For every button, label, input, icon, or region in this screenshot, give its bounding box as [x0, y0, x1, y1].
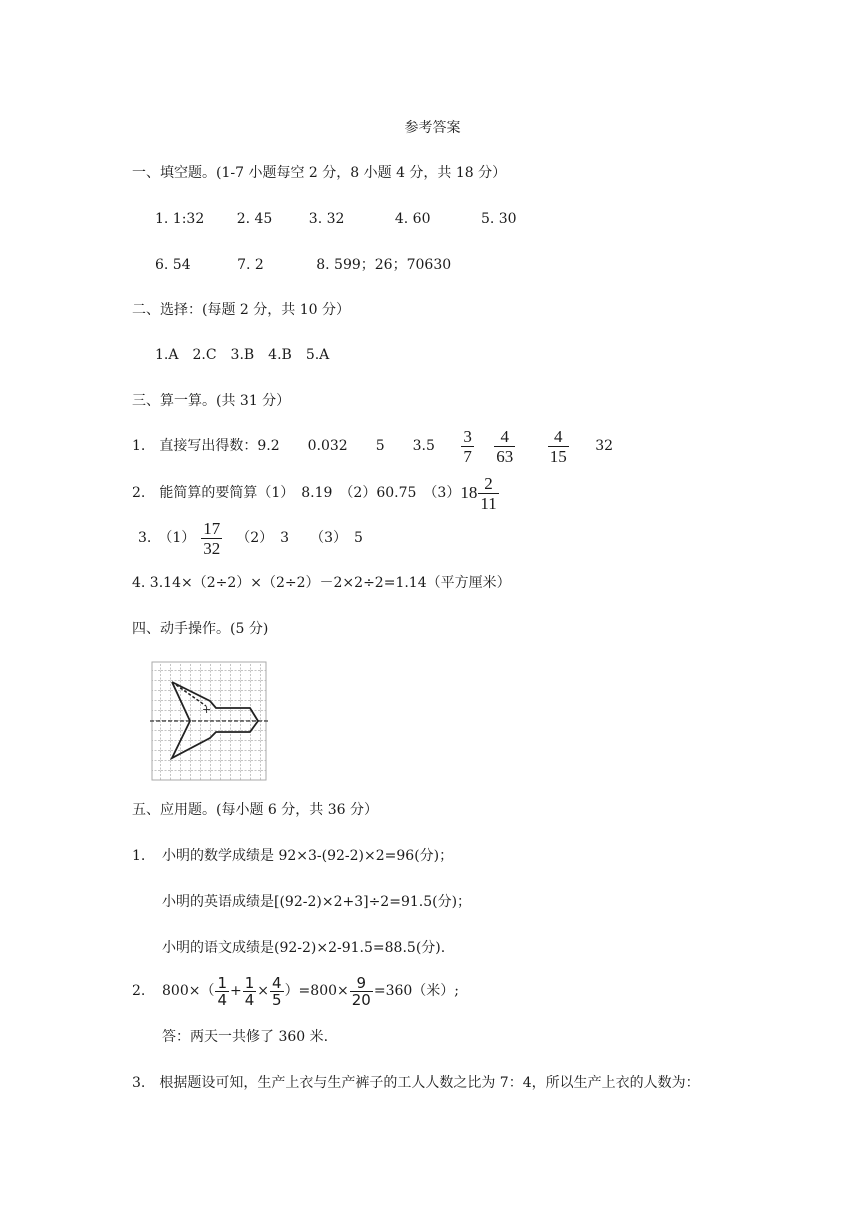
section-2-answers: 1.A 2.C 3.B 4.B 5.A: [155, 347, 330, 363]
q5-2-answer: 答：两天一共修了 360 米.: [162, 1029, 329, 1045]
fraction: $\frac{17}{32}$: [203, 518, 221, 558]
section-3-q2: [132, 472, 505, 514]
section-4-heading: 四、动手操作。(5 分): [132, 621, 269, 637]
fraction: $\frac{2}{11}$: [480, 473, 497, 513]
page-title: 参考答案: [404, 120, 461, 136]
q1-last: 32: [595, 438, 614, 454]
answer-4: 4. 60: [394, 211, 431, 227]
section-1-row-1: [155, 209, 517, 229]
fraction: $\frac{4}{15}$: [549, 426, 567, 466]
q5-1-number: 1.: [132, 848, 146, 864]
q5-2-part-a: 800×（: [162, 983, 215, 999]
answer-2: 2. 45: [236, 211, 273, 227]
section-3-heading: 三、算一算。(共 31 分）: [132, 393, 291, 409]
q2-prefix: 2. 能简算的要简算（1） 8.19 （2）60.75 （3）: [132, 485, 461, 501]
fraction: $\frac{1}{4}$: [217, 973, 227, 1009]
section-3-q1: [132, 425, 613, 467]
q3-prefix: 3. （1）: [138, 530, 196, 546]
q5-3-text: 3. 根据题设可知，生产上衣与生产裤子的工人人数之比为 7：4，所以生产上衣的人数为：: [132, 1075, 700, 1091]
q5-1-line-2: 小明的英语成绩是[(92-2)×2+3]÷2=91.5(分)；: [162, 894, 472, 910]
answer-8: 8. 599；26；70630: [316, 257, 452, 273]
mixed-number-int: 18: [460, 483, 478, 502]
symmetric-figure: [150, 660, 270, 784]
q5-2-expression: [162, 970, 459, 1012]
q5-2-part-b: ）=800×: [284, 983, 349, 999]
fraction: $\frac{4}{63}$: [496, 426, 514, 466]
section-3-q3: [138, 517, 363, 559]
answer-3: 3. 32: [308, 211, 345, 227]
fraction: $\frac{3}{7}$: [463, 426, 472, 466]
q5-1-line-3: 小明的语文成绩是(92-2)×2-91.5=88.5(分).: [162, 940, 446, 956]
section-1-heading: 一、填空题。(1-7 小题每空 2 分，8 小题 4 分，共 18 分）: [132, 165, 507, 181]
answer-1: 1. 1:32: [155, 211, 205, 227]
plus-sign: +: [230, 983, 242, 999]
answer-5: 5. 30: [480, 211, 517, 227]
section-5-heading: 五、应用题。(每小题 6 分，共 36 分）: [132, 802, 378, 818]
fraction: $\frac{1}{4}$: [244, 973, 255, 1009]
figure-grid: [150, 660, 270, 784]
q5-1-line-1: 小明的数学成绩是 92×3-(92-2)×2=96(分)；: [162, 848, 454, 864]
q1-prefix: 1. 直接写出得数：9.2 0.032 5 3.5: [132, 438, 435, 454]
section-3-q4: 4. 3.14×（2÷2）×（2÷2）－2×2÷2=1.14（平方厘米）: [132, 575, 511, 591]
fraction: $\frac{9}{20}$: [351, 973, 371, 1009]
answer-6: 6. 54: [155, 257, 191, 273]
section-2-heading: 二、选择：(每题 2 分，共 10 分）: [132, 302, 350, 318]
times-sign: ×: [257, 983, 270, 999]
q3-rest: （2） 3 （3） 5: [236, 530, 363, 546]
section-1-row-2: [155, 255, 451, 275]
q5-2-part-c: =360（米）;: [373, 983, 460, 999]
answer-7: 7. 2: [237, 257, 264, 273]
fraction: $\frac{4}{5}$: [272, 973, 282, 1009]
q5-2-number: 2.: [132, 983, 146, 999]
svg-text:+: +: [202, 703, 212, 716]
